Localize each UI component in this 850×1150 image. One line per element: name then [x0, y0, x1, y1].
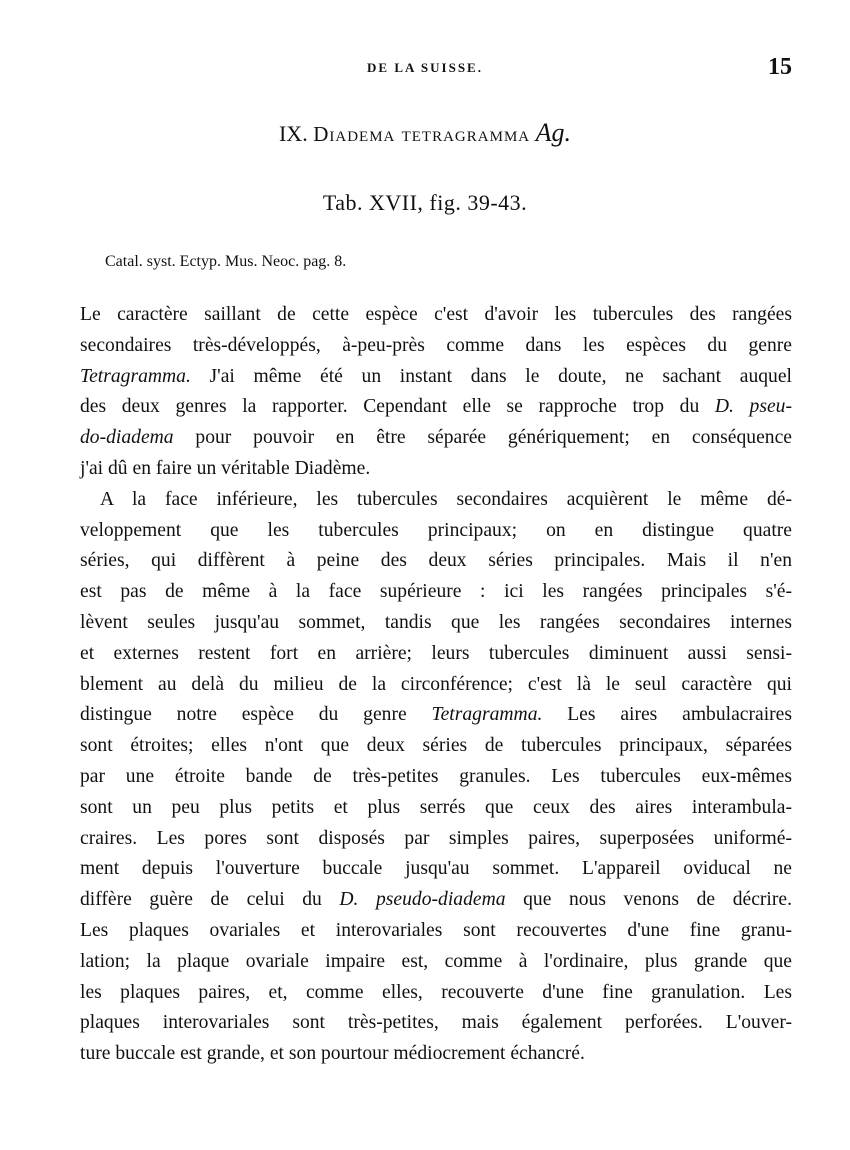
species-name: Diadema tetragramma [313, 122, 531, 146]
text-line: sont un peu plus petits et plus serrés que ceux des aires interambula- [80, 796, 792, 818]
text-segment: J'ai même été un instant dans le doute, ne sachant auquel [190, 365, 792, 387]
text-segment: des deux genres la rapporter. Cependant elle se rapproche trop du [80, 396, 715, 418]
text-segment: que nous venons de décrire. [505, 889, 792, 911]
paragraph [80, 485, 792, 1070]
italic-term: D. pseudo-diadema [339, 889, 506, 911]
text-segment: pour pouvoir en être séparée génériquement; en conséquence [173, 427, 792, 449]
catalog-reference: Catal. syst. Ectyp. Mus. Neoc. pag. 8. [105, 253, 347, 270]
text-line: séries, qui diffèrent à peine des deux séries principales. Mais il n'en [80, 550, 792, 572]
text-line: j'ai dû en faire un véritable Diadème. [80, 457, 371, 479]
species-author: Ag. [535, 118, 572, 147]
text-segment: distingue notre espèce du genre [80, 704, 432, 726]
italic-term: Tetragramma. [80, 365, 191, 387]
text-line: sont étroites; elles n'ont que deux séries de tubercules principaux, séparées [80, 735, 792, 757]
text-line: les plaques paires, et, comme elles, recouverte d'une fine granulation. Les [80, 981, 792, 1003]
text-line [80, 362, 792, 393]
text-line: blement au delà du milieu de la circonférence; c'est là le seul caractère qui [80, 673, 792, 695]
text-line [80, 885, 792, 916]
text-line [80, 700, 792, 731]
italic-term: D. pseu- [714, 396, 792, 418]
text-line: Les plaques ovariales et interovariales sont recouvertes d'une fine granu- [80, 919, 792, 941]
text-line: ment depuis l'ouverture buccale jusqu'au sommet. L'appareil oviducal ne [80, 858, 792, 880]
section-number: IX. [278, 121, 308, 146]
text-line: lèvent seules jusqu'au sommet, tandis que les rangées secondaires internes [80, 611, 792, 633]
text-line: craires. Les pores sont disposés par simples paires, superposées uniformé- [80, 827, 792, 849]
text-line: A la face inférieure, les tubercules secondaires acquièrent le même dé- [100, 488, 792, 510]
italic-term: do-diadema [80, 427, 174, 449]
paragraph [80, 300, 792, 485]
section-title [0, 118, 850, 148]
text-line: par une étroite bande de très-petites granules. Les tubercules eux-mêmes [80, 765, 792, 787]
body-text [80, 300, 792, 1070]
text-line [80, 423, 792, 454]
text-line [80, 392, 792, 423]
running-title: DE LA SUISSE. [367, 60, 483, 75]
text-line: veloppement que les tubercules principaux; on en distingue quatre [80, 519, 792, 541]
text-line: lation; la plaque ovariale impaire est, comme à l'ordinaire, plus grande que [80, 950, 792, 972]
text-segment: Les aires ambulacraires [542, 704, 793, 726]
text-line: ture buccale est grande, et son pourtour médiocrement échancré. [80, 1043, 585, 1065]
text-line: et externes restent fort en arrière; leurs tubercules diminuent aussi sensi- [80, 642, 792, 664]
text-line: Le caractère saillant de cette espèce c'est d'avoir les tubercules des rangées [80, 304, 792, 325]
plate-reference: Tab. XVII, fig. 39-43. [322, 190, 528, 215]
text-line: est pas de même à la face supérieure : ici les rangées principales s'é- [80, 581, 792, 603]
page-number: 15 [768, 54, 792, 80]
text-line: secondaires très-développés, à-peu-près comme dans les espèces du genre [80, 334, 792, 356]
italic-term: Tetragramma. [431, 704, 543, 726]
text-line: plaques interovariales sont très-petites, mais également perforées. L'ouver- [80, 1012, 792, 1034]
text-segment: diffère guère de celui du [80, 889, 340, 911]
